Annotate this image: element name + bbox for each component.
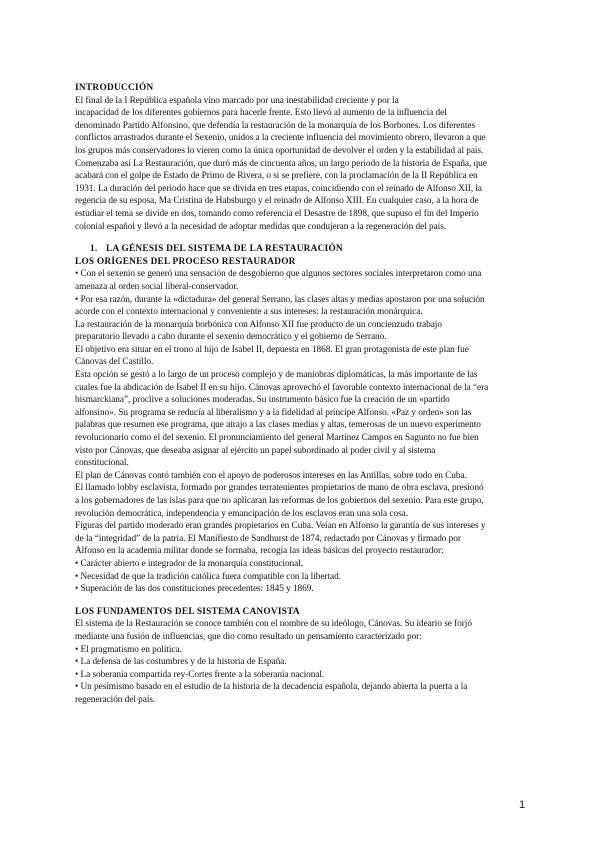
text-line: colonial español y llevó a la necesidad de adoptar medidas que condujeran a la regeneración del país. bbox=[75, 221, 447, 232]
text-line: preparatorio llevado a cabo durante el sexenio democrático y el gobierno de Serrano. bbox=[75, 332, 387, 343]
intro-heading: INTRODUCCIÓN bbox=[75, 83, 154, 93]
section1-text bbox=[75, 268, 528, 595]
text-line: Figuras del partido moderado eran grandes propietarios en Cuba. Veían en Alfonso la garantía de sus intereses y bbox=[75, 521, 486, 532]
text-line: El plan de Cánovas contó también con el apoyo de poderosos intereses en las Antillas, sobre todo en Cuba. bbox=[75, 470, 467, 481]
text-line: palabras que resumen ese programa, que atrajo a las clases medias y altas, temerosas de un nuevo experimento bbox=[75, 420, 481, 431]
text-line: • Un pesimismo basado en el estudio de la historia de la decadencia española, dejando abierta la puerta a la bbox=[75, 682, 468, 693]
text-line: mediante una fusión de influencias, que dio como resultado un pensamiento caracterizado por: bbox=[75, 631, 422, 642]
text-line: Cánovas del Castillo. bbox=[75, 357, 154, 368]
text-line: constitucional. bbox=[75, 458, 129, 469]
text-line: visto por Cánovas, que deseaba asignar al ejército un papel subordinado al poder civil y al sistema bbox=[75, 445, 436, 456]
text-line: Alfonso en la academia militar donde se formaba, recogía las ideas básicas del proyecto restaurador: bbox=[75, 546, 444, 557]
text-line: acabará con el golpe de Estado de Primo de Rivera, o si se prefiere, con la proclamación de la II República en bbox=[75, 171, 478, 182]
section1-title: LA GÉNESIS DEL SISTEMA DE LA RESTAURACIÓN bbox=[106, 244, 343, 255]
text-line: de la “integridad” de la patria. El Manifiesto de Sandhurst de 1874, redactado por Cánovas y firmado por bbox=[75, 533, 461, 544]
document-body bbox=[75, 82, 528, 707]
text-line: • La defensa de las costumbres y de la historia de España. bbox=[75, 657, 287, 668]
page-number: 1 bbox=[519, 799, 526, 811]
text-line: incapacidad de los diferentes gobiernos para hacerle frente. Esto llevó al aumento de la influencia del bbox=[75, 108, 447, 119]
text-line: acorde con el contexto internacional y conveniente a sus intereses: la restauración monárquica. bbox=[75, 307, 423, 318]
spacer bbox=[75, 596, 528, 606]
text-line: revolucionario como el del sexenio. El pronunciamiento del general Martínez Campos en Sagunto no fue bien bbox=[75, 433, 479, 444]
text-line: • Con el sexenio se generó una sensación de desgobierno que algunos sectores sociales interpretaron como una bbox=[75, 269, 482, 280]
text-line: • Necesidad de que la tradición católica fuera compatible con la libertad. bbox=[75, 571, 341, 582]
text-line: El llamado lobby esclavista, formado por grandes terratenientes propietarios de mano de obra esclava, presionó bbox=[75, 483, 484, 494]
text-line: 1931. La duración del periodo hace que se divida en tres etapas, coincidiendo con el reinado de Alfonso XII, la bbox=[75, 183, 482, 194]
intro-paragraph bbox=[75, 95, 528, 234]
text-line: los grupos más conservadores lo vieren como la única oportunidad de devolver el orden y la estabilidad al país. bbox=[75, 145, 484, 156]
text-line: Esta opción se gestó a lo largo de un proceso complejo y de maniobras diplomáticas, la más importante de las bbox=[75, 370, 478, 381]
text-line: bismarckiana”, proclive a soluciones moderadas. Su instrumento básico fue la creación de un «partido bbox=[75, 395, 450, 406]
text-line: • Carácter abierto e integrador de la monarquía constitucional. bbox=[75, 558, 304, 569]
text-line: regencia de su esposa, Ma Cristina de Habsburgo y el reinado de Alfonso XIII. En cualquier caso, a la hora de bbox=[75, 196, 479, 207]
text-line: • Por esa razón, durante la «dictadura» del general Serrano, las clases altas y medias apostaron por una solución bbox=[75, 294, 485, 305]
text-line: • Superación de las dos constituciones precedentes: 1845 y 1869. bbox=[75, 584, 314, 595]
section1-number: 1. bbox=[90, 244, 98, 255]
text-line: alfonsino». Su programa se reducía al liberalismo y a la fidelidad al príncipe Alfonso. «Paz y orden» son las bbox=[75, 407, 472, 418]
text-line: estudiar el tema se divide en dos, tomando como referencia el Desastre de 1898, que supuso el fin del Imperio bbox=[75, 208, 479, 219]
text-line: El sistema de la Restauración se conoce también con el nombre de su ideólogo, Cánovas. Su ideario se forjó bbox=[75, 619, 472, 630]
text-line: El objetivo era situar en el trono al hijo de Isabel II, depuesta en 1868. El gran protagonista de este plan fue bbox=[75, 344, 469, 355]
section2-text bbox=[75, 618, 528, 706]
section2-heading: LOS FUNDAMENTOS DEL SISTEMA CANOVISTA bbox=[75, 606, 300, 617]
text-line: cuales fue la abdicación de Isabel II en su hijo. Cánovas aprovechó el favorable contexto internacional de la “era bbox=[75, 382, 489, 393]
text-line: • El pragmatismo en política. bbox=[75, 644, 182, 655]
text-line: revolución democrática, independencia y emancipación de los esclavos eran una sola cosa. bbox=[75, 508, 408, 519]
text-line: El final de la I República española vino marcado por una inestabilidad creciente y por la bbox=[75, 95, 399, 106]
section1-subheading: LOS ORÍGENES DEL PROCESO RESTAURADOR bbox=[75, 256, 296, 267]
text-line: Comenzaba así La Restauración, que duró más de cincuenta años, un largo periodo de la historia de España, que bbox=[75, 158, 487, 169]
spacer bbox=[75, 233, 528, 243]
text-line: amenaza al orden social liberal-conservador. bbox=[75, 281, 239, 292]
text-line: conflictos arrastrados durante el Sexenio, unidos a la creciente influencia del movimiento obrero, llevaron a que bbox=[75, 133, 486, 144]
text-line: • La soberanía compartida rey-Cortes frente a la soberanía nacional. bbox=[75, 669, 325, 680]
section1-heading bbox=[90, 243, 528, 256]
text-line: La restauración de la monarquía borbónica con Alfonso XII fue producto de un concienzudo trabajo bbox=[75, 319, 442, 330]
text-line: regeneración del país. bbox=[75, 694, 156, 705]
text-line: a los gobernadores de las islas para que no aplicaran las reformas de los gobiernos del sexenio. Para este grupo, bbox=[75, 496, 484, 506]
text-line: denominado Partido Alfonsino, que defendía la restauración de la monarquía de los Borbones. Los diferentes bbox=[75, 120, 476, 131]
